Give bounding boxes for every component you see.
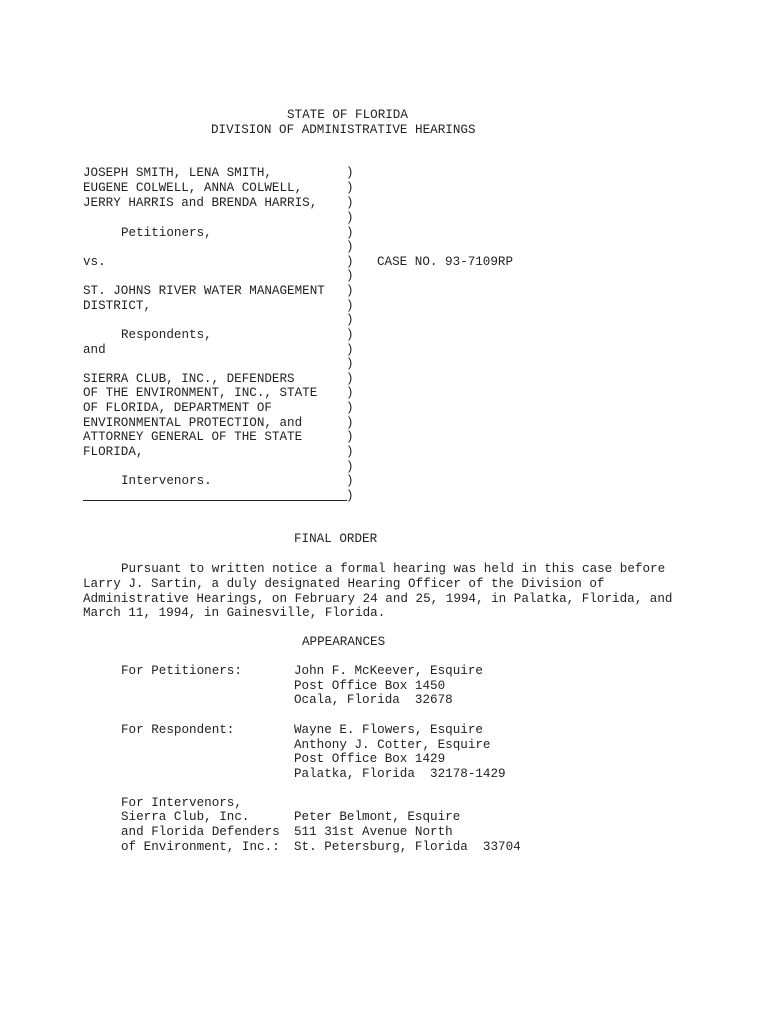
- intro-paragraph-line: Administrative Hearings, on February 24 and 25, 1994, in Palatka, Florida, and: [83, 592, 673, 606]
- appearance-detail-line: St. Petersburg, Florida 33704: [294, 840, 521, 854]
- petitioner-names-line: EUGENE COLWELL, ANNA COLWELL,: [83, 181, 303, 195]
- caption-paren: ): [346, 460, 354, 474]
- caption-paren: ): [346, 445, 354, 459]
- final-order-title: FINAL ORDER: [294, 532, 378, 546]
- caption-paren: ): [346, 328, 354, 342]
- appearance-label-intervenors: For Intervenors,: [121, 796, 242, 810]
- caption-paren: ): [346, 299, 354, 313]
- respondents-label: Respondents,: [121, 328, 212, 342]
- caption-paren: ): [346, 211, 354, 225]
- caption-paren: ): [346, 240, 354, 254]
- caption-paren: ): [346, 269, 354, 283]
- appearance-detail-line: Anthony J. Cotter, Esquire: [294, 738, 491, 752]
- intervenor-name-line: ATTORNEY GENERAL OF THE STATE: [83, 430, 303, 444]
- caption-paren: ): [346, 357, 354, 371]
- caption-paren: ): [346, 430, 354, 444]
- caption-paren: ): [346, 255, 354, 269]
- appearance-detail-line: Post Office Box 1450: [294, 679, 446, 693]
- intervenor-name-line: ENVIRONMENTAL PROTECTION, and: [83, 416, 303, 430]
- intervenor-name-line: FLORIDA,: [83, 445, 144, 459]
- appearance-label-intervenors: of Environment, Inc.:: [121, 840, 280, 854]
- intro-paragraph-line: Pursuant to written notice a formal hearing was held in this case before: [121, 562, 666, 576]
- caption-paren: ): [346, 474, 354, 488]
- caption-paren: ): [346, 416, 354, 430]
- caption-paren: ): [346, 181, 354, 195]
- respondent-name-line: ST. JOHNS RIVER WATER MANAGEMENT: [83, 284, 325, 298]
- caption-paren: ): [346, 196, 354, 210]
- caption-underline: [83, 500, 347, 501]
- appearance-label-intervenors: Sierra Club, Inc.: [121, 810, 250, 824]
- caption-paren: ): [346, 284, 354, 298]
- caption-paren: ): [346, 372, 354, 386]
- appearance-detail-line: Wayne E. Flowers, Esquire: [294, 723, 483, 737]
- and-label: and: [83, 343, 106, 357]
- appearance-label-intervenors: and Florida Defenders: [121, 825, 280, 839]
- intervenor-name-line: OF THE ENVIRONMENT, INC., STATE: [83, 386, 318, 400]
- appearance-detail-line: Ocala, Florida 32678: [294, 693, 453, 707]
- versus-label: vs.: [83, 255, 106, 269]
- caption-paren: ): [346, 401, 354, 415]
- appearance-detail-line: 511 31st Avenue North: [294, 825, 453, 839]
- appearance-detail-line: Peter Belmont, Esquire: [294, 810, 461, 824]
- petitioner-names-line: JOSEPH SMITH, LENA SMITH,: [83, 166, 272, 180]
- caption-paren: ): [346, 313, 354, 327]
- appearance-detail-line: John F. McKeever, Esquire: [294, 664, 483, 678]
- intro-paragraph-line: March 11, 1994, in Gainesville, Florida.: [83, 606, 386, 620]
- caption-paren: ): [346, 343, 354, 357]
- appearances-title: APPEARANCES: [302, 635, 386, 649]
- appearance-label-petitioners: For Petitioners:: [121, 664, 242, 678]
- caption-paren: ): [346, 489, 354, 503]
- caption-paren: ): [346, 226, 354, 240]
- intervenor-name-line: SIERRA CLUB, INC., DEFENDERS: [83, 372, 295, 386]
- petitioner-names-line: JERRY HARRIS and BRENDA HARRIS,: [83, 196, 318, 210]
- respondent-name-line: DISTRICT,: [83, 299, 152, 313]
- petitioners-label: Petitioners,: [121, 226, 212, 240]
- caption-paren: ): [346, 386, 354, 400]
- appearance-detail-line: Post Office Box 1429: [294, 752, 446, 766]
- intervenors-label: Intervenors.: [121, 474, 212, 488]
- case-number: CASE NO. 93-7109RP: [377, 255, 514, 269]
- appearance-label-respondent: For Respondent:: [121, 723, 235, 737]
- header-state: STATE OF FLORIDA: [287, 108, 408, 122]
- caption-paren: ): [346, 166, 354, 180]
- appearance-detail-line: Palatka, Florida 32178-1429: [294, 767, 506, 781]
- intervenor-name-line: OF FLORIDA, DEPARTMENT OF: [83, 401, 272, 415]
- intro-paragraph-line: Larry J. Sartin, a duly designated Hearing Officer of the Division of: [83, 577, 605, 591]
- header-division: DIVISION OF ADMINISTRATIVE HEARINGS: [211, 123, 476, 137]
